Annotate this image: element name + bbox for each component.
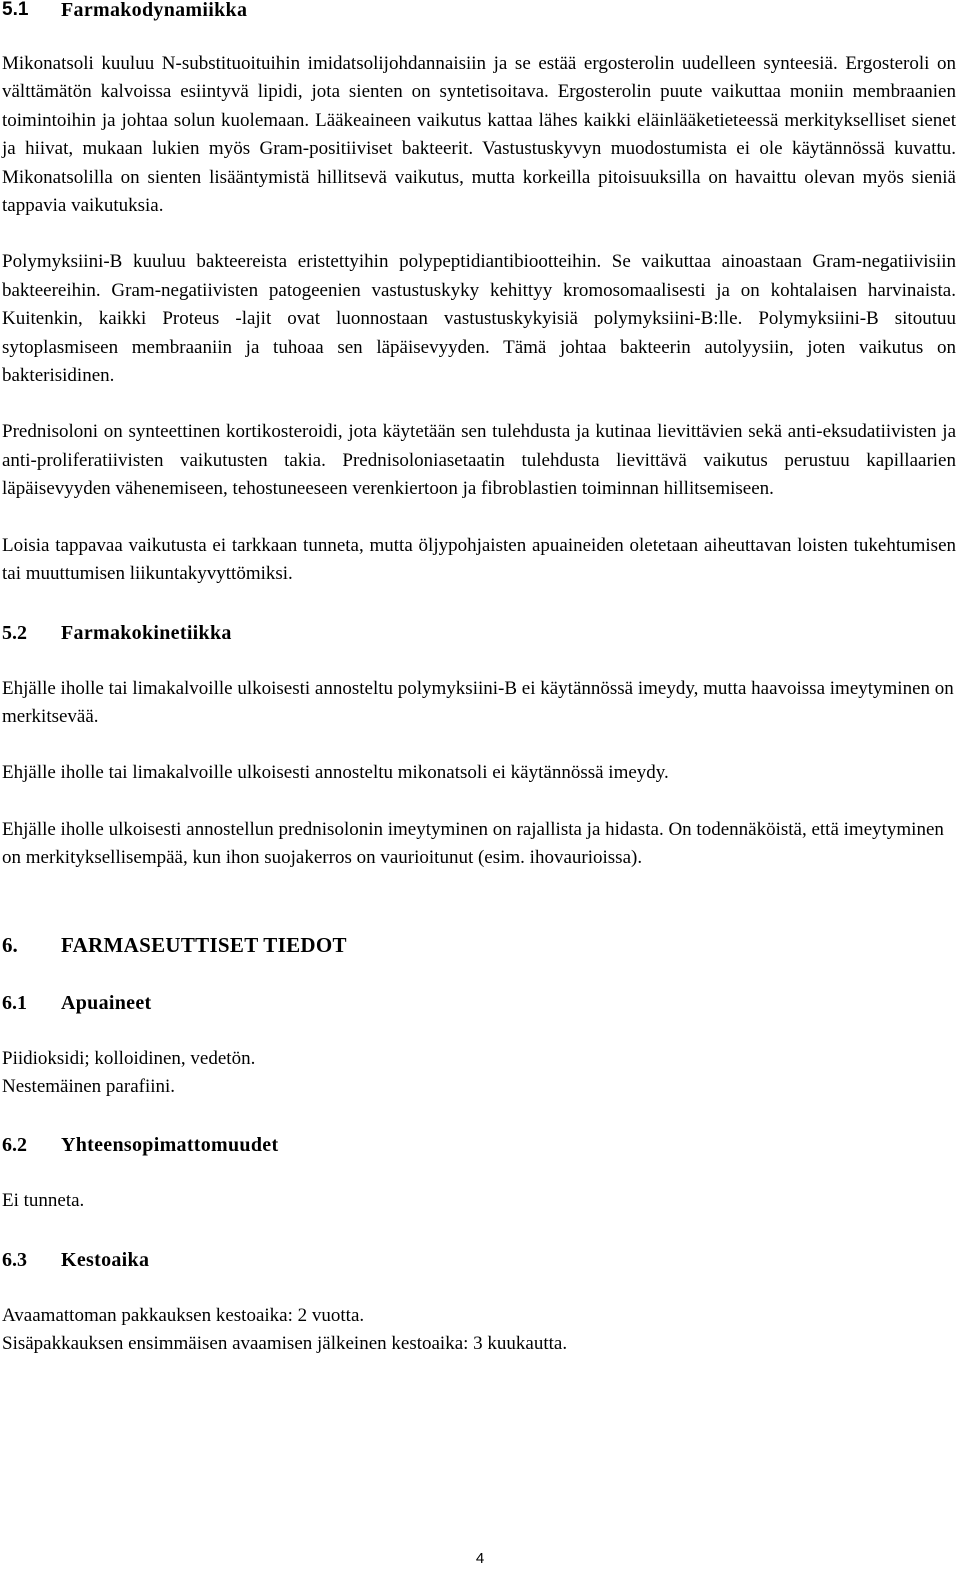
paragraph-polymyxin: Polymyksiini-B kuuluu bakteereista eristettyihin polypeptidiantibiootteihin. Se vaikuttaa ainoastaan Gram-negatiivisiin bakteereihin. Gram-negatiivisten patogeenien vastustuskyky kehittyy kromosomaalisesti ja on kohtalaisen harvinaista. Kuitenkin, kaikki Proteus -lajit ovat luonnostaan vastustuskykyisiä polymyksiini-B:lle. Polymyksiini-B sitoutuu sytoplasmiseen membraaniin ja tuhoaa sen läpäisevyyden. Tämä johtaa bakteerin autolyysiin, joten vaikutus on bakterisidinen. (2, 251, 956, 387)
section-number: 6.3 (2, 1248, 27, 1271)
section-title: Farmakodynamiikka (61, 0, 248, 21)
section-title: Yhteensopimattomuudet (61, 1134, 279, 1157)
page-number: 4 (475, 1550, 485, 1567)
paragraph-prednisolone-absorption: Ehjälle iholle ulkoisesti annostellun prednisolonin imeytyminen on rajallista ja hidasta. On todennäköistä, että imeytyminen on merkityksellisempää, kun ihon suojakerros on vaurioitunut (esim. ihovaurioissa). (2, 818, 944, 869)
section-number: 6.1 (2, 991, 27, 1014)
paragraph-prednisolone: Prednisoloni on synteettinen kortikosteroidi, jota käytetään sen tulehdusta ja kutinaa lievittävien sekä anti-eksudatiivisten ja anti-proliferatiivisten vaikutusten takia. Prednisoloniasetaatin tulehdusta lievittävä vaikutus perustuu kapillaarien läpäisevyyden vähenemiseen, tehostuneeseen verenkiertoon ja fibroblastien toiminnan hillitsemiseen. (2, 421, 956, 500)
section-heading-5-1 (2, 0, 956, 24)
paragraph-antiparasitic: Loisia tappavaa vaikutusta ei tarkkaan tunneta, mutta öljypohjaisten apuaineiden oletetaan aiheuttavan loisten tukehtumisen tai muuttumisen liikuntakyvyttömiksi. (2, 534, 956, 585)
paragraph-miconazole: Mikonatsoli kuuluu N-substituoituihin imidatsolijohdannaisiin ja se estää ergosterolin uudelleen synteesiä. Ergosteroli on välttämätön kalvoissa esiintyvä lipidi, jota sienten on syntetisoitava. Ergosterolin puute vaikuttaa moniin membraanien toimintoihin ja johtaa solun kuolemaan. Lääkeaineen vaikutus kattaa lähes kaikki eläinlääketieteessä merkitykselliset sienet ja hiivat, mukaan lukien myös Gram-positiiviset bakteerit. Vastustuskyvyn muodostumista ei ole käytännössä kuvattu. Mikonatsolilla on sienten lisääntymistä hillitsevä vaikutus, mutta korkeilla pitoisuuksilla on havaittu olevan myös sieniä tappavia vaikutuksia. (2, 53, 956, 217)
section-title: FARMASEUTTISET TIEDOT (61, 932, 347, 957)
shelf-life-line-2: Sisäpakkauksen ensimmäisen avaamisen jälkeinen kestoaika: 3 kuukautta. (2, 1333, 568, 1355)
section-heading-6-3 (2, 1246, 956, 1274)
section-heading-6-1 (2, 989, 956, 1017)
section-title: Farmakokinetiikka (61, 621, 232, 644)
incompatibilities-text: Ei tunneta. (2, 1190, 85, 1212)
section-heading-5-2 (2, 619, 956, 647)
section-heading-6 (2, 931, 956, 959)
section-title: Kestoaika (61, 1248, 150, 1271)
section-title: Apuaineet (61, 991, 152, 1014)
section-number: 6.2 (2, 1134, 27, 1157)
shelf-life-line-1: Avaamattoman pakkauksen kestoaika: 2 vuotta. (2, 1304, 365, 1326)
document-page (2, 0, 956, 1359)
excipient-line-1: Piidioksidi; kolloidinen, vedetön. (2, 1047, 256, 1069)
paragraph-polymyxin-absorption: Ehjälle iholle tai limakalvoille ulkoisesti annosteltu polymyksiini-B ei käytännössä imeydy, mutta haavoissa imeytyminen on merkitsevää. (2, 677, 954, 727)
section-number: 5.1 (2, 0, 29, 20)
section-number: 6. (2, 932, 18, 957)
excipient-line-2: Nestemäinen parafiini. (2, 1075, 176, 1097)
paragraph-miconazole-absorption: Ehjälle iholle tai limakalvoille ulkoisesti annosteltu mikonatsoli ei käytännössä imeydy. (2, 762, 669, 784)
section-heading-6-2 (2, 1131, 956, 1159)
section-number: 5.2 (2, 621, 27, 644)
